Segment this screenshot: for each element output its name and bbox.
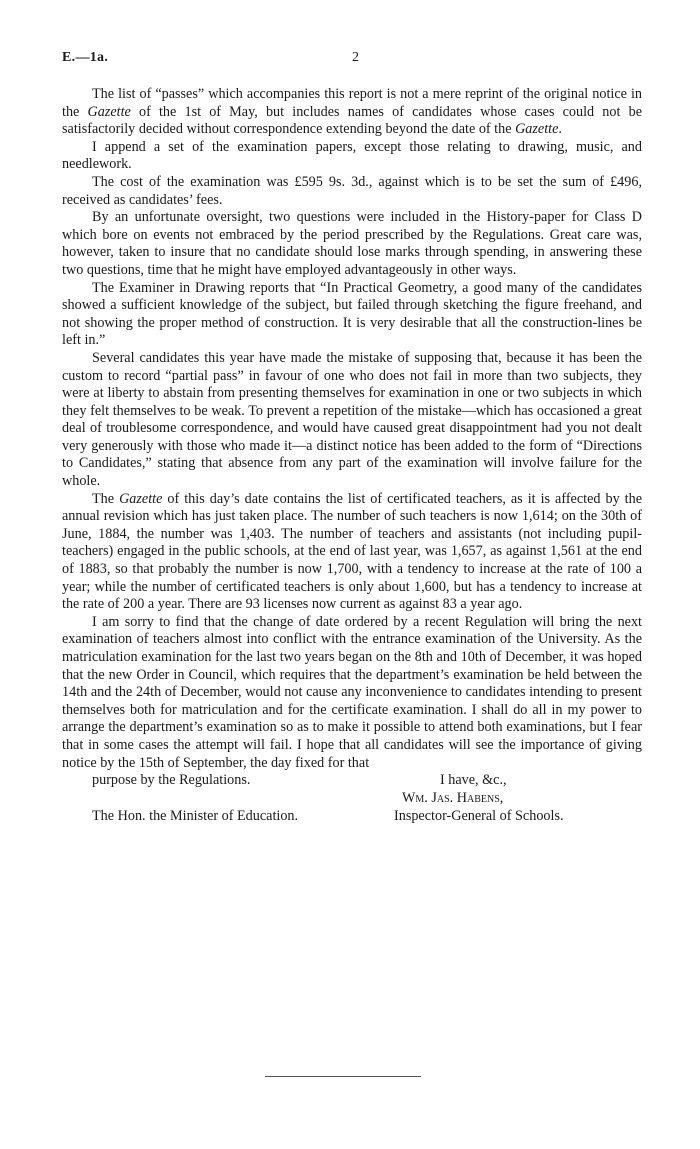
paragraph-history-paper-oversight: By an unfortunate oversight, two questions were included in the History-paper for Class D which bore on events not embraced by the period prescribed by the Regulations. Great care was, however, taken to insure that no candidate should lose marks through spending, in answering these two questions, time that he might have employed advantageously in other ways. bbox=[62, 209, 642, 278]
signatory-title: Inspector-General of Schools. bbox=[394, 808, 564, 825]
page-header bbox=[62, 50, 642, 72]
addressee: The Hon. the Minister of Education. bbox=[92, 808, 299, 825]
paragraph-examination-cost: The cost of the examination was £595 9s. 3d., against which is to be set the sum of £496, received as candidates’ fees. bbox=[62, 173, 642, 208]
closing-last-line: purpose by the Regulations. bbox=[92, 772, 251, 789]
document-page bbox=[62, 50, 642, 828]
paragraph-certificated-teachers: The Gazette of this day’s date contains the list of certificated teachers, as it is affected by the annual revision which has just taken place. The number of such teachers is now 1,614; on the 30th of June, 1884, the number was 1,403. The number of teachers and assistants (not including pupil-teachers) engaged in the public schools, at the end of last year, was 1,657, as against 1,561 at the end of 1883, so that probably the number is now 1,700, with a tendency to increase at the rate of 100 a year; while the number of certificated teachers is only about 1,600, but has a tendency to increase at the rate of 200 a year. There are 93 licenses now current as against 83 a year ago. bbox=[62, 490, 642, 613]
page-number: 2 bbox=[352, 50, 359, 65]
signature: Wm. Jas. Habens, bbox=[402, 790, 504, 807]
document-reference: E.—1a. bbox=[62, 50, 109, 65]
paragraph-examination-date-change: I am sorry to find that the change of date ordered by a recent Regulation will bring the next examination of teachers almost into conflict with the entrance examination of the University. As the matriculation examination for the last two years began on the 8th and 10th of December, it was hoped that the new Order in Council, which requires that the department’s examination be held between the 14th and the 24th of December, would not cause any inconvenience to candidates intending to present themselves both for matriculation and for the certificate examination. I shall do all in my power to arrange the department’s examination so as to make it possible to attend both examinations, but I fear that in some cases the attempt will fail. I hope that all candidates will see the importance of giving notice by the 15th of September, the day fixed for that bbox=[62, 613, 642, 771]
valediction: I have, &c., bbox=[440, 772, 507, 789]
report-body bbox=[62, 86, 642, 772]
end-divider-rule bbox=[265, 1076, 421, 1077]
paragraph-passes-list: The list of “passes” which accompanies this report is not a mere reprint of the original notice in the Gazette of the 1st of May, but includes names of candidates whose cases could not be satisfactorily decided without correspondence extending beyond the date of the Gazette. bbox=[62, 86, 642, 138]
letter-closing bbox=[62, 772, 642, 828]
paragraph-drawing-examiner-report: The Examiner in Drawing reports that “In Practical Geometry, a good many of the candidates showed a sufficient knowledge of the subject, but failed through sketching the figure freehand, and not showing the proper method of construction. It is very desirable that all the construction-lines be left in.” bbox=[62, 279, 642, 349]
paragraph-partial-pass-mistake: Several candidates this year have made the mistake of supposing that, because it has been the custom to record “partial pass” in favour of one who does not fail in more than two subjects, they were at liberty to abstain from presenting themselves for examination in one or two subjects in which they felt themselves to be weak. To prevent a repetition of the mistake—which has occasioned a great deal of troublesome correspondence, and would have caused great disappointment had you not dealt very generously with those who made it—a distinct notice has been added to the form of “Directions to Candidates,” stating that absence from any part of the examination will involve failure for the whole. bbox=[62, 349, 642, 490]
paragraph-examination-papers: I append a set of the examination papers, except those relating to drawing, music, and needlework. bbox=[62, 138, 642, 173]
